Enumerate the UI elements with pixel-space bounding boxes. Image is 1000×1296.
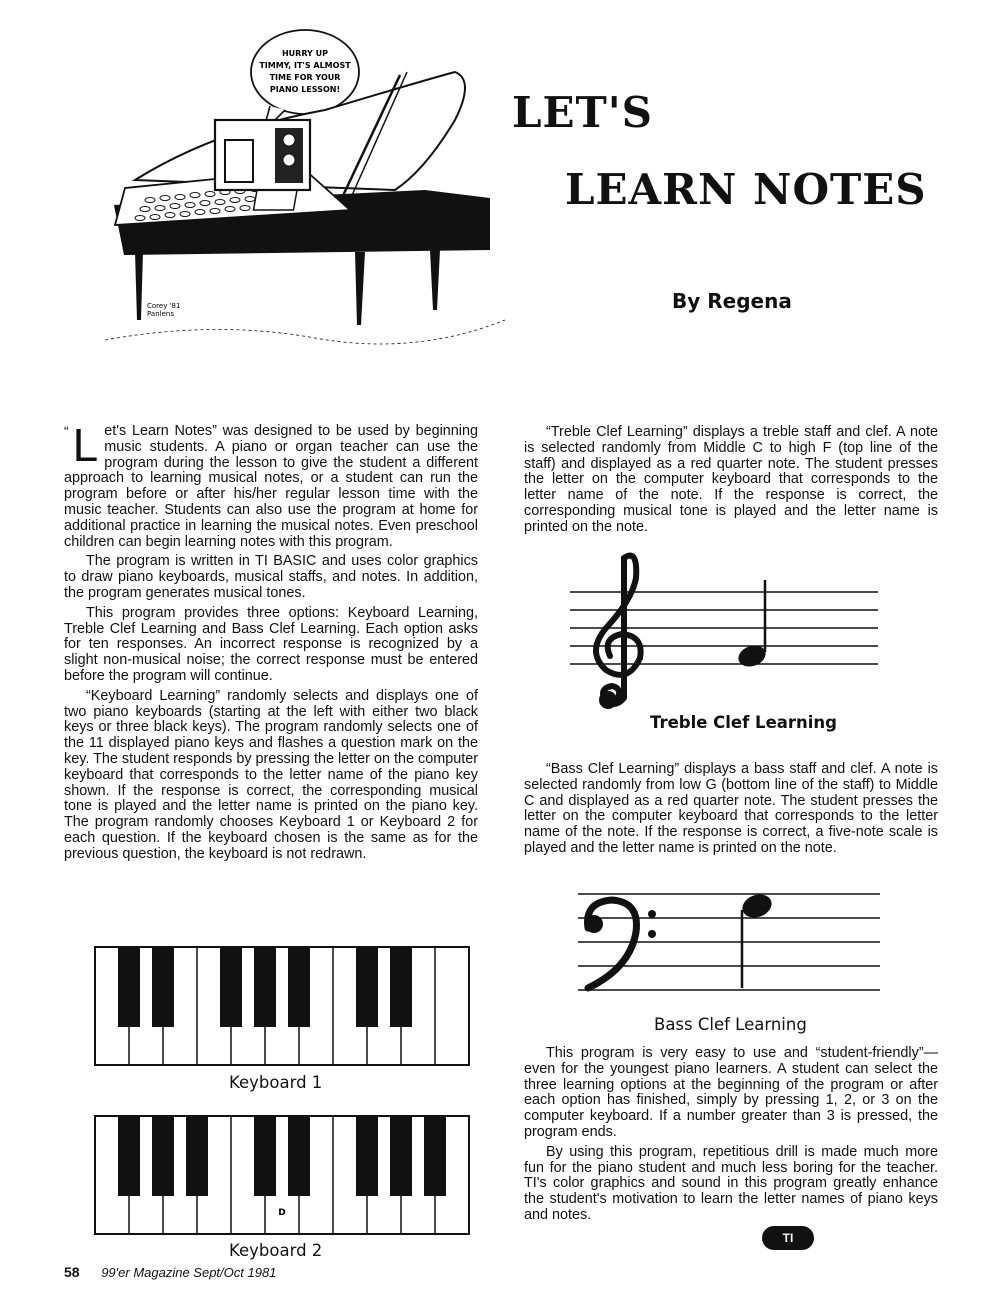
open-quote: “ (64, 423, 69, 439)
keyboard-2-caption: Keyboard 2 (229, 1241, 323, 1260)
piano-leg (135, 252, 143, 320)
bass-staff-diagram (574, 888, 884, 1008)
piano-leg (355, 252, 365, 325)
closing-text (524, 1046, 938, 1228)
bubble-line: TIME FOR YOUR (269, 73, 341, 82)
drop-cap: L (72, 419, 99, 471)
page-number: 58 (64, 1264, 80, 1280)
artist-signature: Corey '81 (147, 302, 181, 310)
bubble-line: HURRY UP (281, 49, 329, 58)
bubble-line: TIMMY, IT'S ALMOST (259, 61, 351, 70)
keyboard-1-caption: Keyboard 1 (229, 1073, 323, 1092)
bubble-line: PIANO LESSON! (269, 85, 341, 94)
body-paragraph: “Bass Clef Learning” displays a bass staff and clef. A note is selected randomly from low G (bottom line of the staff) to Middle C and displayed as a red quarter note. The student presses the letter on the computer keyboard that corresponds to the letter name of the note. If the response is correct, a five-note scale is played and the letter name is printed on the note. (524, 761, 938, 856)
piano-leg (430, 250, 440, 310)
key-label: D (278, 1208, 286, 1218)
body-paragraph: This program is very easy to use and “student-friendly”—even for the youngest piano learners. A student can select the three learning options at the beginning of the program or after each option has finished, simply by pressing 1, 2, or 3 on the computer keyboard. If a number greater than 3 is pressed, the program ends. (524, 1045, 938, 1140)
intro-text: et's Learn Notes” was designed to be used by beginning music students. A piano or organ teacher can use the program during the lesson to give the student a different approach to learning musical notes, or a student can run the program before or after his/her regular lesson time with the music teacher. Students can also use the program at home for additional practice in learning the musical notes. Even preschool children can begin learning notes with this program. (64, 423, 478, 550)
treble-caption: Treble Clef Learning (650, 713, 837, 732)
body-paragraph: “Keyboard Learning” randomly selects and displays one of two piano keyboards (starting at the left with either two black keys or three black keys). The program randomly selects one of the 11 displayed piano keys and flashes a question mark on the key. The student responds by pressing the letter on the computer keyboard that corresponds to the letter name of the piano key shown. If the response is correct, the corresponding musical tone is played and the letter name is printed on the piano key. The program randomly chooses Keyboard 1 or Keyboard 2 for each question. If the keyboard chosen is the same as for the previous question, the keyboard is not redrawn. (64, 687, 478, 862)
bass-clef-icon (588, 900, 637, 988)
bass-text (524, 762, 938, 861)
piano-computer-cartoon (95, 20, 515, 350)
quarter-note (739, 891, 775, 922)
artist-signature: Panlens (147, 310, 174, 318)
body-paragraph: The program is written in TI BASIC and uses color graphics to draw piano keyboards, musical staffs, and notes. In addition, the program generates musical tones. (64, 553, 478, 601)
ti-logo: TI (762, 1226, 814, 1250)
body-paragraph: This program provides three options: Keyboard Learning, Treble Clef Learning and Bass Clef Learning. Each option asks for ten responses. An incorrect response is recognized by a slight non-musical noise; the correct response must be entered before the program will continue. (64, 604, 478, 684)
publication-info: 99'er Magazine Sept/Oct 1981 (101, 1265, 277, 1280)
keyboard-1-diagram (94, 946, 470, 1066)
body-paragraph: By using this program, repetitious drill is made much more fun for the piano student and much less boring for the teacher. TI's color graphics and sound in this program greatly enhance the student's motivation to learn the letter names of piano keys and notes. (524, 1143, 938, 1223)
body-paragraph: “Treble Clef Learning” displays a treble staff and clef. A note is selected randomly from Middle C to high F (top line of the staff) and displayed as a red quarter note. The student presses the letter on the computer keyboard that corresponds to the letter name of the note. If the response is correct, the corresponding musical tone is played and the letter name is printed on the note. (524, 424, 938, 535)
treble-clef-icon (596, 556, 641, 705)
speech-bubble (251, 30, 359, 114)
keyboard-2-diagram (94, 1115, 470, 1235)
page-footer (64, 1264, 276, 1280)
byline: By Regena (672, 289, 792, 313)
treble-staff-diagram (566, 548, 886, 728)
title-line-1: LET'S (512, 88, 653, 137)
treble-text (524, 425, 938, 540)
intro-paragraph (64, 419, 478, 550)
left-column (64, 419, 478, 867)
bass-caption: Bass Clef Learning (654, 1015, 807, 1034)
title-line-2: LEARN NOTES (565, 165, 927, 214)
